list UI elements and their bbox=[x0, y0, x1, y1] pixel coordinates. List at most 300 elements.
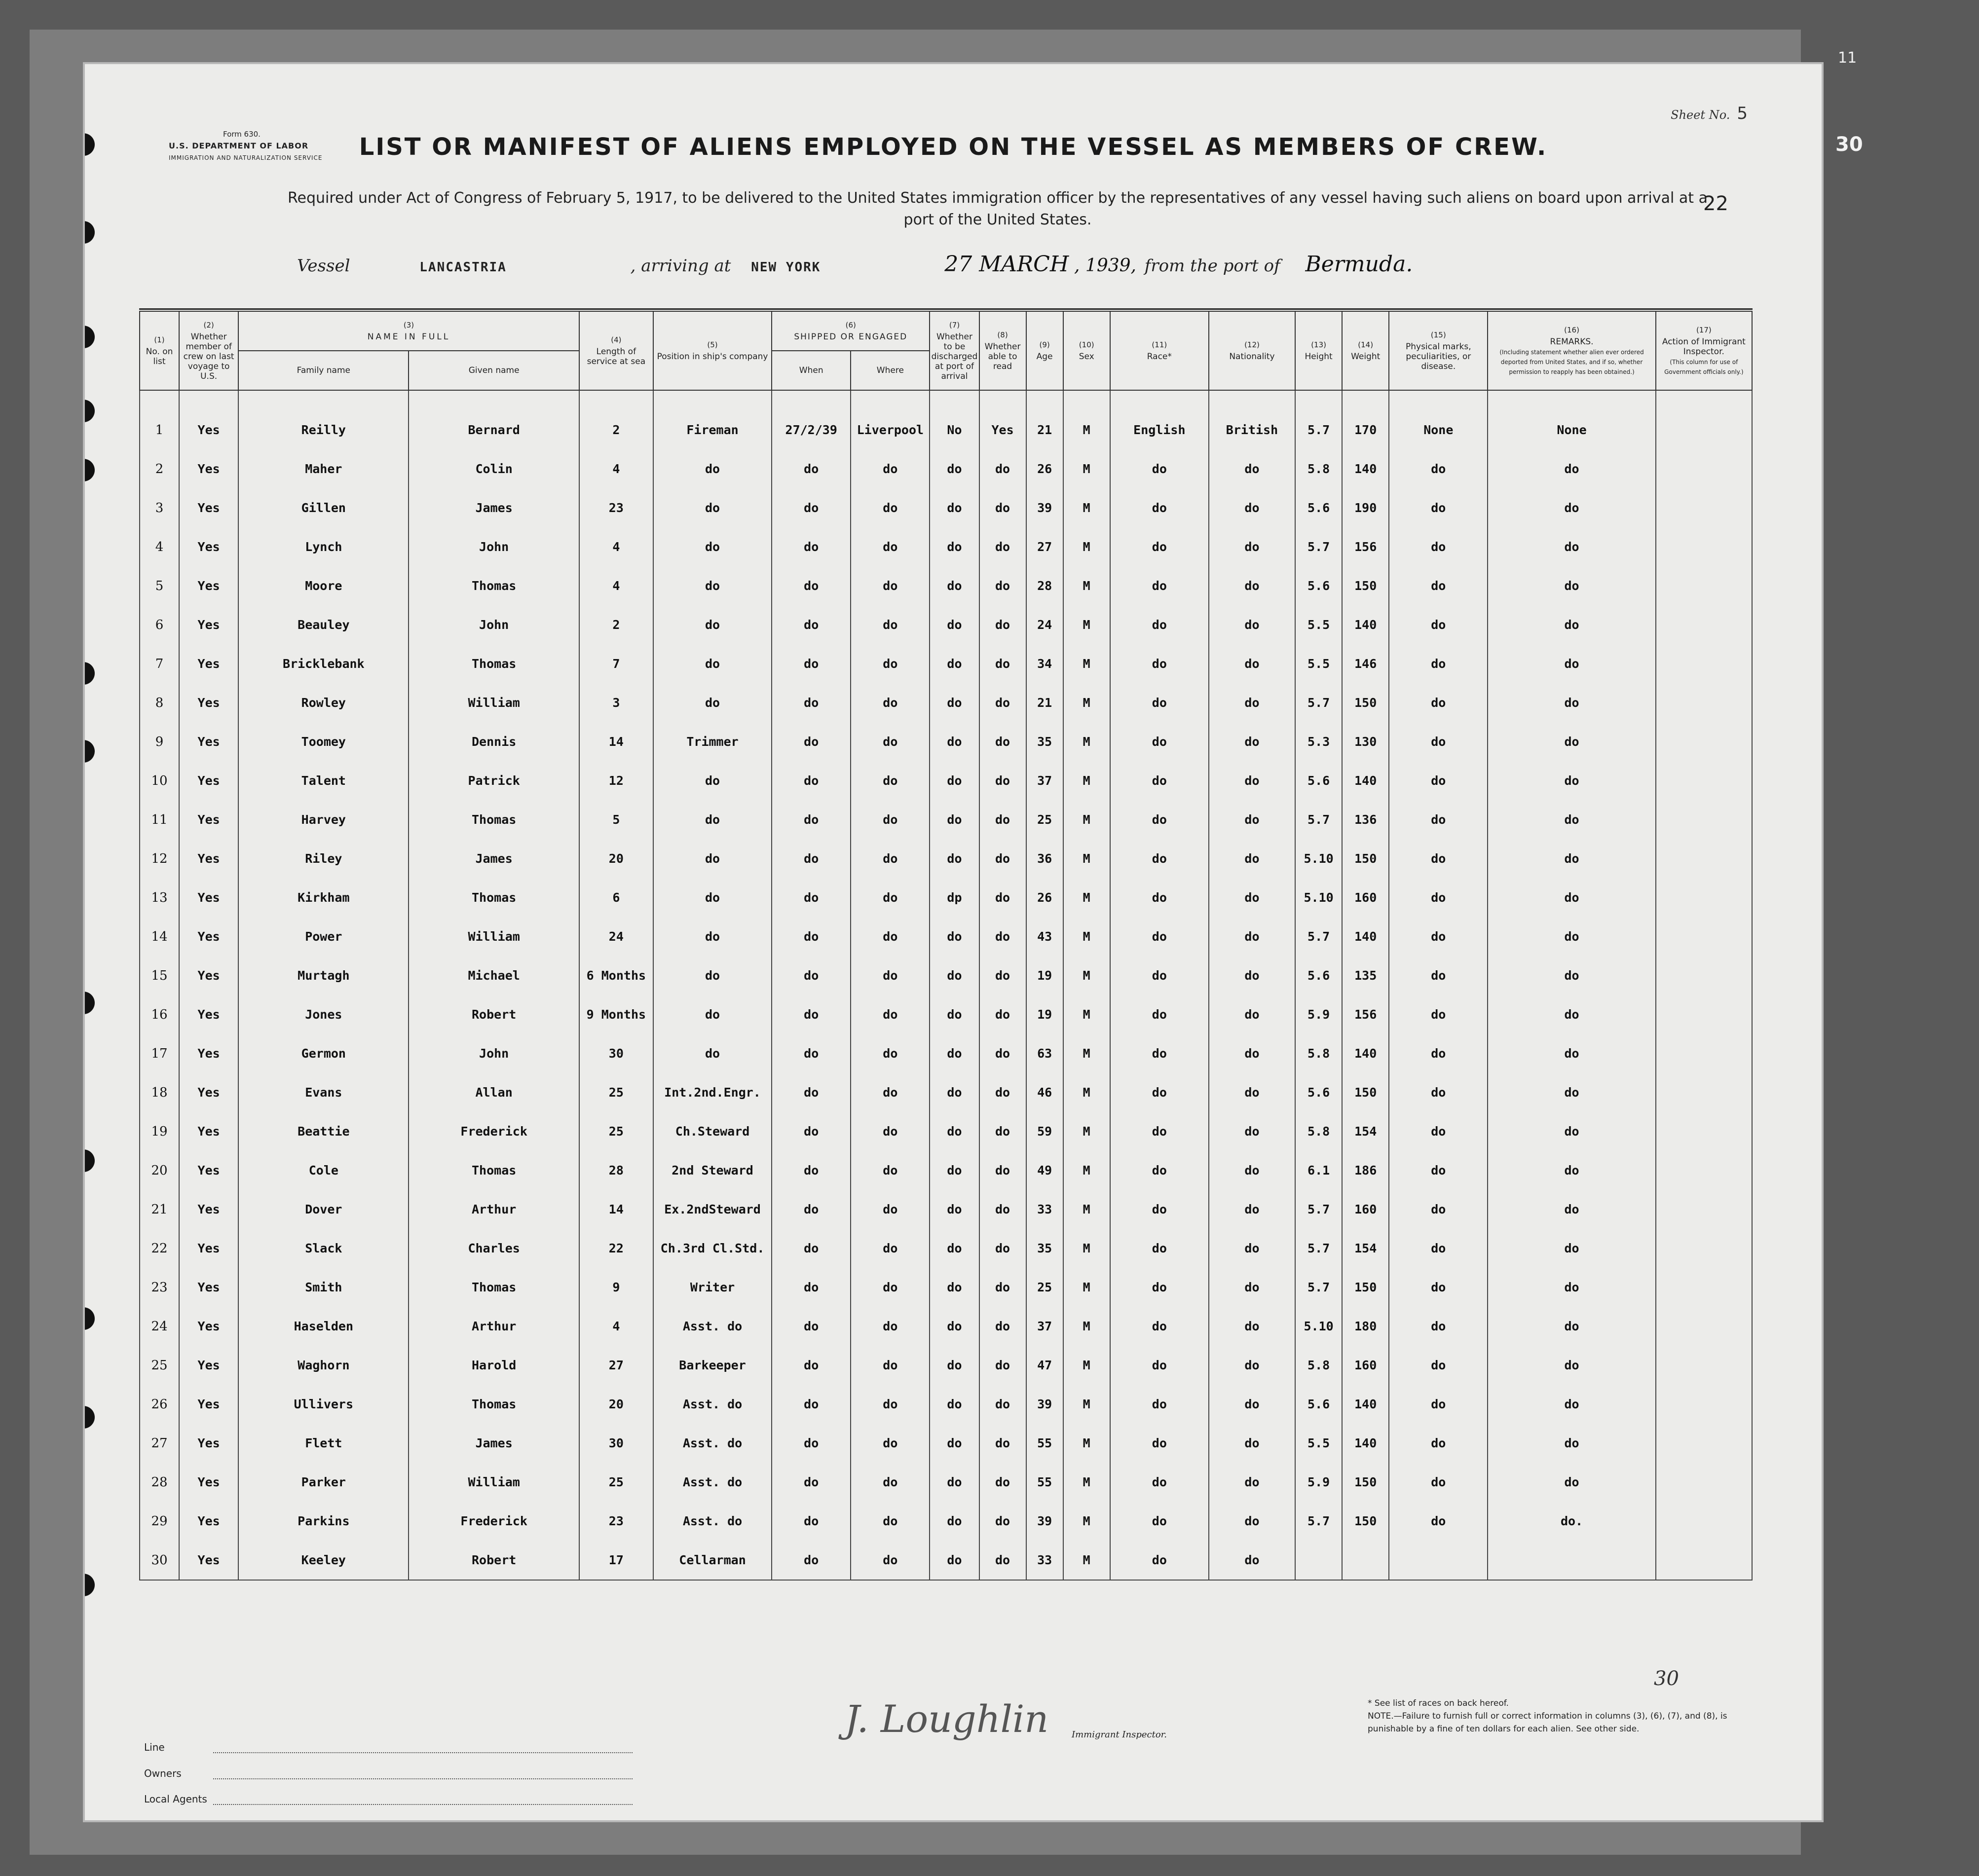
punch-hole bbox=[85, 400, 95, 422]
cell-weight: 146 bbox=[1342, 644, 1389, 683]
cell-no: 25 bbox=[140, 1346, 179, 1385]
cell-weight: 154 bbox=[1342, 1112, 1389, 1151]
col-discharged: (7) Whether to be discharged at port of arrival bbox=[930, 311, 979, 390]
cell-nationality: do bbox=[1209, 1190, 1295, 1229]
cell-length-of-service: 25 bbox=[579, 1463, 653, 1502]
cell-length-of-service: 20 bbox=[579, 839, 653, 878]
cell-length-of-service: 27 bbox=[579, 1346, 653, 1385]
cell-age: 55 bbox=[1026, 1463, 1063, 1502]
crew-row bbox=[140, 1346, 1752, 1385]
cell-member-yes: Yes bbox=[179, 566, 238, 605]
cell-able-to-read: do bbox=[979, 1346, 1026, 1385]
cell-family-name: Cole bbox=[238, 1151, 409, 1190]
cell-no: 29 bbox=[140, 1502, 179, 1541]
cell-nationality: do bbox=[1209, 566, 1295, 605]
cell-sex: M bbox=[1063, 995, 1110, 1034]
cell-remarks: do bbox=[1488, 1385, 1655, 1424]
col-shipped: (6) SHIPPED OR ENGAGED bbox=[772, 311, 930, 351]
cell-height: 5.7 bbox=[1295, 1190, 1342, 1229]
cell-length-of-service: 14 bbox=[579, 722, 653, 761]
cell-position: do bbox=[653, 449, 772, 488]
cell-family-name: Kirkham bbox=[238, 878, 409, 917]
cell-no: 30 bbox=[140, 1541, 179, 1580]
cell-physical-marks: do bbox=[1389, 683, 1488, 722]
cell-sex: M bbox=[1063, 761, 1110, 800]
cell-inspector-action bbox=[1656, 683, 1752, 722]
crew-row bbox=[140, 527, 1752, 566]
cell-position: do bbox=[653, 605, 772, 644]
cell-weight: 150 bbox=[1342, 683, 1389, 722]
cell-discharged: do bbox=[930, 566, 979, 605]
cell-member-yes: Yes bbox=[179, 488, 238, 527]
cell-shipped-where: do bbox=[851, 1151, 930, 1190]
cell-race: do bbox=[1110, 839, 1209, 878]
cell-given-name: Arthur bbox=[409, 1190, 579, 1229]
cell-family-name: Parker bbox=[238, 1463, 409, 1502]
cell-age: 35 bbox=[1026, 1229, 1063, 1268]
cell-height: 5.5 bbox=[1295, 1424, 1342, 1463]
line-field bbox=[213, 1752, 633, 1753]
cell-no: 24 bbox=[140, 1307, 179, 1346]
cell-remarks: do bbox=[1488, 722, 1655, 761]
crew-row bbox=[140, 1112, 1752, 1151]
cell-race: do bbox=[1110, 917, 1209, 956]
cell-remarks: do bbox=[1488, 956, 1655, 995]
cell-shipped-when: do bbox=[772, 761, 851, 800]
cell-inspector-action bbox=[1656, 1463, 1752, 1502]
col-sex: (10) Sex bbox=[1063, 311, 1110, 390]
cell-race: do bbox=[1110, 1463, 1209, 1502]
cell-height: 6.1 bbox=[1295, 1151, 1342, 1190]
cell-family-name: Haselden bbox=[238, 1307, 409, 1346]
cell-weight: 156 bbox=[1342, 527, 1389, 566]
cell-able-to-read: do bbox=[979, 527, 1026, 566]
cell-height: 5.7 bbox=[1295, 800, 1342, 839]
cell-race: do bbox=[1110, 1112, 1209, 1151]
cell-no: 19 bbox=[140, 1112, 179, 1151]
cell-inspector-action bbox=[1656, 527, 1752, 566]
cell-age: 37 bbox=[1026, 761, 1063, 800]
cell-sex: M bbox=[1063, 956, 1110, 995]
cell-given-name: Michael bbox=[409, 956, 579, 995]
punch-hole bbox=[85, 221, 95, 244]
cell-inspector-action bbox=[1656, 800, 1752, 839]
cell-able-to-read: do bbox=[979, 1541, 1026, 1580]
cell-nationality: do bbox=[1209, 1424, 1295, 1463]
manifest-page bbox=[85, 64, 1822, 1820]
cell-shipped-where: do bbox=[851, 1385, 930, 1424]
cell-remarks: do bbox=[1488, 917, 1655, 956]
cell-given-name: James bbox=[409, 488, 579, 527]
cell-length-of-service: 4 bbox=[579, 1307, 653, 1346]
cell-physical-marks: do bbox=[1389, 1073, 1488, 1112]
cell-family-name: Riley bbox=[238, 839, 409, 878]
cell-height: 5.7 bbox=[1295, 410, 1342, 449]
cell-member-yes: Yes bbox=[179, 917, 238, 956]
cell-physical-marks: do bbox=[1389, 1229, 1488, 1268]
cell-position: Asst. do bbox=[653, 1385, 772, 1424]
arriving-label: , arriving at bbox=[630, 256, 731, 276]
cell-discharged: do bbox=[930, 1424, 979, 1463]
col-age: (9) Age bbox=[1026, 311, 1063, 390]
cell-discharged: do bbox=[930, 1502, 979, 1541]
punch-hole bbox=[85, 662, 95, 685]
cell-family-name: Ullivers bbox=[238, 1385, 409, 1424]
cell-given-name: Thomas bbox=[409, 878, 579, 917]
cell-sex: M bbox=[1063, 1268, 1110, 1307]
cell-weight: 150 bbox=[1342, 1463, 1389, 1502]
cell-position: Cellarman bbox=[653, 1541, 772, 1580]
col-where: Where bbox=[851, 351, 930, 390]
cell-member-yes: Yes bbox=[179, 1463, 238, 1502]
cell-inspector-action bbox=[1656, 449, 1752, 488]
cell-height: 5.5 bbox=[1295, 605, 1342, 644]
cell-race: do bbox=[1110, 1502, 1209, 1541]
crew-row bbox=[140, 1541, 1752, 1580]
cell-no: 5 bbox=[140, 566, 179, 605]
cell-family-name: Rowley bbox=[238, 683, 409, 722]
cell-remarks: do. bbox=[1488, 1502, 1655, 1541]
cell-race: do bbox=[1110, 566, 1209, 605]
cell-age: 26 bbox=[1026, 449, 1063, 488]
cell-position: Barkeeper bbox=[653, 1346, 772, 1385]
cell-discharged: do bbox=[930, 956, 979, 995]
cell-no: 20 bbox=[140, 1151, 179, 1190]
cell-height: 5.9 bbox=[1295, 995, 1342, 1034]
cell-inspector-action bbox=[1656, 1034, 1752, 1073]
cell-nationality: do bbox=[1209, 1229, 1295, 1268]
cell-shipped-when: do bbox=[772, 956, 851, 995]
sheet-number bbox=[1671, 104, 1748, 123]
cell-height: 5.8 bbox=[1295, 1034, 1342, 1073]
cell-able-to-read: do bbox=[979, 1229, 1026, 1268]
cell-physical-marks: do bbox=[1389, 878, 1488, 917]
cell-race: do bbox=[1110, 800, 1209, 839]
cell-member-yes: Yes bbox=[179, 1151, 238, 1190]
cell-length-of-service: 24 bbox=[579, 917, 653, 956]
cell-position: do bbox=[653, 1034, 772, 1073]
cell-sex: M bbox=[1063, 527, 1110, 566]
cell-race: do bbox=[1110, 878, 1209, 917]
cell-weight: 160 bbox=[1342, 1190, 1389, 1229]
cell-shipped-when: do bbox=[772, 800, 851, 839]
cell-member-yes: Yes bbox=[179, 839, 238, 878]
cell-position: Asst. do bbox=[653, 1502, 772, 1541]
col-action: (17) Action of Immigrant Inspector. (This column for use of Government officials only.) bbox=[1656, 311, 1752, 390]
cell-remarks: do bbox=[1488, 1346, 1655, 1385]
cell-nationality: do bbox=[1209, 1268, 1295, 1307]
cell-length-of-service: 6 Months bbox=[579, 956, 653, 995]
cell-able-to-read: do bbox=[979, 683, 1026, 722]
cell-discharged: do bbox=[930, 722, 979, 761]
cell-age: 21 bbox=[1026, 683, 1063, 722]
cell-remarks: do bbox=[1488, 800, 1655, 839]
cell-race: do bbox=[1110, 449, 1209, 488]
cell-remarks: do bbox=[1488, 1229, 1655, 1268]
cell-shipped-when: do bbox=[772, 527, 851, 566]
cell-discharged: do bbox=[930, 605, 979, 644]
cell-race: do bbox=[1110, 683, 1209, 722]
cell-length-of-service: 4 bbox=[579, 449, 653, 488]
cell-nationality: do bbox=[1209, 761, 1295, 800]
cell-length-of-service: 9 bbox=[579, 1268, 653, 1307]
footer-notes bbox=[1368, 1697, 1772, 1735]
cell-discharged: No bbox=[930, 410, 979, 449]
cell-race: do bbox=[1110, 644, 1209, 683]
cell-remarks: do bbox=[1488, 683, 1655, 722]
cell-member-yes: Yes bbox=[179, 956, 238, 995]
cell-inspector-action bbox=[1656, 1307, 1752, 1346]
cell-weight: 140 bbox=[1342, 761, 1389, 800]
crew-row bbox=[140, 761, 1752, 800]
cell-height: 5.6 bbox=[1295, 1385, 1342, 1424]
cell-shipped-where: do bbox=[851, 1502, 930, 1541]
cell-family-name: Harvey bbox=[238, 800, 409, 839]
cell-discharged: do bbox=[930, 800, 979, 839]
cell-weight: 140 bbox=[1342, 605, 1389, 644]
cell-discharged: do bbox=[930, 1268, 979, 1307]
cell-family-name: Gillen bbox=[238, 488, 409, 527]
cell-sex: M bbox=[1063, 449, 1110, 488]
cell-remarks bbox=[1488, 1541, 1655, 1580]
cell-position: Trimmer bbox=[653, 722, 772, 761]
cell-able-to-read: do bbox=[979, 1385, 1026, 1424]
arrival-date: 27 MARCH bbox=[944, 252, 1069, 277]
crew-row bbox=[140, 449, 1752, 488]
cell-height: 5.8 bbox=[1295, 449, 1342, 488]
punch-hole bbox=[85, 992, 95, 1014]
cell-inspector-action bbox=[1656, 644, 1752, 683]
agents-label: Local Agents bbox=[144, 1793, 207, 1805]
cell-family-name: Jones bbox=[238, 995, 409, 1034]
cell-shipped-when: do bbox=[772, 1229, 851, 1268]
cell-height: 5.7 bbox=[1295, 1268, 1342, 1307]
cell-member-yes: Yes bbox=[179, 1229, 238, 1268]
crew-row bbox=[140, 800, 1752, 839]
cell-length-of-service: 25 bbox=[579, 1073, 653, 1112]
cell-sex: M bbox=[1063, 1424, 1110, 1463]
cell-length-of-service: 30 bbox=[579, 1034, 653, 1073]
crew-row bbox=[140, 488, 1752, 527]
vessel-line bbox=[297, 252, 1413, 277]
service: IMMIGRATION AND NATURALIZATION SERVICE bbox=[169, 154, 323, 161]
cell-nationality: do bbox=[1209, 1346, 1295, 1385]
cell-position: Asst. do bbox=[653, 1463, 772, 1502]
cell-member-yes: Yes bbox=[179, 1424, 238, 1463]
cell-inspector-action bbox=[1656, 878, 1752, 917]
cell-family-name: Beauley bbox=[238, 605, 409, 644]
crew-row bbox=[140, 1385, 1752, 1424]
cell-family-name: Flett bbox=[238, 1424, 409, 1463]
cell-age: 49 bbox=[1026, 1151, 1063, 1190]
cell-physical-marks: do bbox=[1389, 449, 1488, 488]
sheet-value: 5 bbox=[1737, 104, 1748, 123]
cell-age: 46 bbox=[1026, 1073, 1063, 1112]
cell-able-to-read: do bbox=[979, 839, 1026, 878]
cell-sex: M bbox=[1063, 1112, 1110, 1151]
cell-discharged: do bbox=[930, 1385, 979, 1424]
cell-nationality: British bbox=[1209, 410, 1295, 449]
cell-weight: 140 bbox=[1342, 449, 1389, 488]
cell-race: do bbox=[1110, 1541, 1209, 1580]
cell-shipped-when: do bbox=[772, 1463, 851, 1502]
cell-physical-marks: do bbox=[1389, 605, 1488, 644]
cell-nationality: do bbox=[1209, 839, 1295, 878]
cell-physical-marks: do bbox=[1389, 761, 1488, 800]
cell-shipped-when: do bbox=[772, 839, 851, 878]
cell-nationality: do bbox=[1209, 1463, 1295, 1502]
cell-member-yes: Yes bbox=[179, 1073, 238, 1112]
col-given-name: Given name bbox=[409, 351, 579, 390]
cell-member-yes: Yes bbox=[179, 800, 238, 839]
cell-physical-marks: do bbox=[1389, 995, 1488, 1034]
cell-remarks: do bbox=[1488, 1112, 1655, 1151]
cell-given-name: Allan bbox=[409, 1073, 579, 1112]
cell-age: 63 bbox=[1026, 1034, 1063, 1073]
cell-no: 4 bbox=[140, 527, 179, 566]
cell-weight: 150 bbox=[1342, 1268, 1389, 1307]
cell-shipped-when: do bbox=[772, 1151, 851, 1190]
cell-inspector-action bbox=[1656, 1541, 1752, 1580]
cell-nationality: do bbox=[1209, 449, 1295, 488]
cell-race: do bbox=[1110, 722, 1209, 761]
cell-sex: M bbox=[1063, 410, 1110, 449]
cell-sex: M bbox=[1063, 1151, 1110, 1190]
cell-remarks: None bbox=[1488, 410, 1655, 449]
col-remarks: (16) REMARKS. (Including statement whether alien ever ordered deported from United States, and if so, whether permission to reapply has been obtained.) bbox=[1488, 311, 1655, 390]
cell-length-of-service: 17 bbox=[579, 1541, 653, 1580]
cell-position: do bbox=[653, 527, 772, 566]
races-note: * See list of races on back hereof. bbox=[1368, 1698, 1509, 1708]
crew-row bbox=[140, 1463, 1752, 1502]
cell-age: 39 bbox=[1026, 1502, 1063, 1541]
cell-shipped-where: do bbox=[851, 1541, 930, 1580]
cell-sex: M bbox=[1063, 1385, 1110, 1424]
cell-given-name: Thomas bbox=[409, 644, 579, 683]
cell-race: do bbox=[1110, 605, 1209, 644]
cell-shipped-when: do bbox=[772, 878, 851, 917]
cell-remarks: do bbox=[1488, 644, 1655, 683]
cell-remarks: do bbox=[1488, 1307, 1655, 1346]
cell-inspector-action bbox=[1656, 1502, 1752, 1541]
cell-family-name: Smith bbox=[238, 1268, 409, 1307]
cell-given-name: Colin bbox=[409, 449, 579, 488]
cell-length-of-service: 30 bbox=[579, 1424, 653, 1463]
cell-physical-marks: do bbox=[1389, 839, 1488, 878]
cell-race: do bbox=[1110, 1073, 1209, 1112]
cell-race: do bbox=[1110, 1268, 1209, 1307]
cell-length-of-service: 9 Months bbox=[579, 995, 653, 1034]
cell-shipped-when: do bbox=[772, 1541, 851, 1580]
cell-family-name: Evans bbox=[238, 1073, 409, 1112]
cell-no: 6 bbox=[140, 605, 179, 644]
cell-physical-marks: do bbox=[1389, 1034, 1488, 1073]
cell-weight bbox=[1342, 1541, 1389, 1580]
cell-sex: M bbox=[1063, 1346, 1110, 1385]
cell-length-of-service: 23 bbox=[579, 488, 653, 527]
manifest-footer bbox=[85, 1667, 1822, 1820]
cell-inspector-action bbox=[1656, 1073, 1752, 1112]
cell-able-to-read: do bbox=[979, 800, 1026, 839]
cell-member-yes: Yes bbox=[179, 761, 238, 800]
cell-shipped-where: do bbox=[851, 644, 930, 683]
cell-discharged: do bbox=[930, 1541, 979, 1580]
cell-age: 34 bbox=[1026, 644, 1063, 683]
cell-sex: M bbox=[1063, 1073, 1110, 1112]
col-name: (3) NAME IN FULL bbox=[238, 311, 579, 351]
crew-row bbox=[140, 605, 1752, 644]
cell-inspector-action bbox=[1656, 488, 1752, 527]
cell-family-name: Toomey bbox=[238, 722, 409, 761]
cell-no: 21 bbox=[140, 1190, 179, 1229]
cell-remarks: do bbox=[1488, 995, 1655, 1034]
cell-sex: M bbox=[1063, 566, 1110, 605]
cell-nationality: do bbox=[1209, 1073, 1295, 1112]
cell-family-name: Moore bbox=[238, 566, 409, 605]
cell-inspector-action bbox=[1656, 1268, 1752, 1307]
cell-nationality: do bbox=[1209, 1541, 1295, 1580]
cell-inspector-action bbox=[1656, 761, 1752, 800]
cell-height: 5.9 bbox=[1295, 1463, 1342, 1502]
sheet-label: Sheet No. bbox=[1671, 108, 1730, 122]
cell-height: 5.7 bbox=[1295, 1229, 1342, 1268]
cell-sex: M bbox=[1063, 917, 1110, 956]
cell-no: 1 bbox=[140, 410, 179, 449]
pencil-mark: 30 bbox=[1654, 1667, 1679, 1690]
cell-height: 5.6 bbox=[1295, 566, 1342, 605]
cell-position: 2nd Steward bbox=[653, 1151, 772, 1190]
cell-discharged: do bbox=[930, 1463, 979, 1502]
cell-age: 19 bbox=[1026, 956, 1063, 995]
cell-family-name: Talent bbox=[238, 761, 409, 800]
from-label: from the port of bbox=[1144, 256, 1280, 276]
cell-age: 24 bbox=[1026, 605, 1063, 644]
cell-length-of-service: 5 bbox=[579, 800, 653, 839]
cell-physical-marks: do bbox=[1389, 1112, 1488, 1151]
cell-position: Int.2nd.Engr. bbox=[653, 1073, 772, 1112]
cell-member-yes: Yes bbox=[179, 683, 238, 722]
cell-no: 11 bbox=[140, 800, 179, 839]
cell-age: 36 bbox=[1026, 839, 1063, 878]
side-mark: 22 bbox=[1703, 192, 1728, 215]
cell-physical-marks: do bbox=[1389, 956, 1488, 995]
cell-shipped-where: do bbox=[851, 488, 930, 527]
cell-weight: 130 bbox=[1342, 722, 1389, 761]
punch-hole bbox=[85, 740, 95, 763]
cell-shipped-where: do bbox=[851, 1034, 930, 1073]
cell-nationality: do bbox=[1209, 605, 1295, 644]
cell-family-name: Murtagh bbox=[238, 956, 409, 995]
col-when: When bbox=[772, 351, 851, 390]
cell-given-name: Frederick bbox=[409, 1112, 579, 1151]
cell-inspector-action bbox=[1656, 917, 1752, 956]
cell-able-to-read: do bbox=[979, 761, 1026, 800]
cell-member-yes: Yes bbox=[179, 1541, 238, 1580]
cell-no: 14 bbox=[140, 917, 179, 956]
col-family-name: Family name bbox=[238, 351, 409, 390]
cell-physical-marks bbox=[1389, 1541, 1488, 1580]
cell-physical-marks: do bbox=[1389, 1463, 1488, 1502]
col-weight: (14) Weight bbox=[1342, 311, 1389, 390]
cell-length-of-service: 23 bbox=[579, 1502, 653, 1541]
cell-race: do bbox=[1110, 956, 1209, 995]
cell-remarks: do bbox=[1488, 605, 1655, 644]
cell-discharged: do bbox=[930, 449, 979, 488]
cell-given-name: John bbox=[409, 1034, 579, 1073]
cell-given-name: James bbox=[409, 1424, 579, 1463]
cell-age: 19 bbox=[1026, 995, 1063, 1034]
cell-length-of-service: 4 bbox=[579, 566, 653, 605]
